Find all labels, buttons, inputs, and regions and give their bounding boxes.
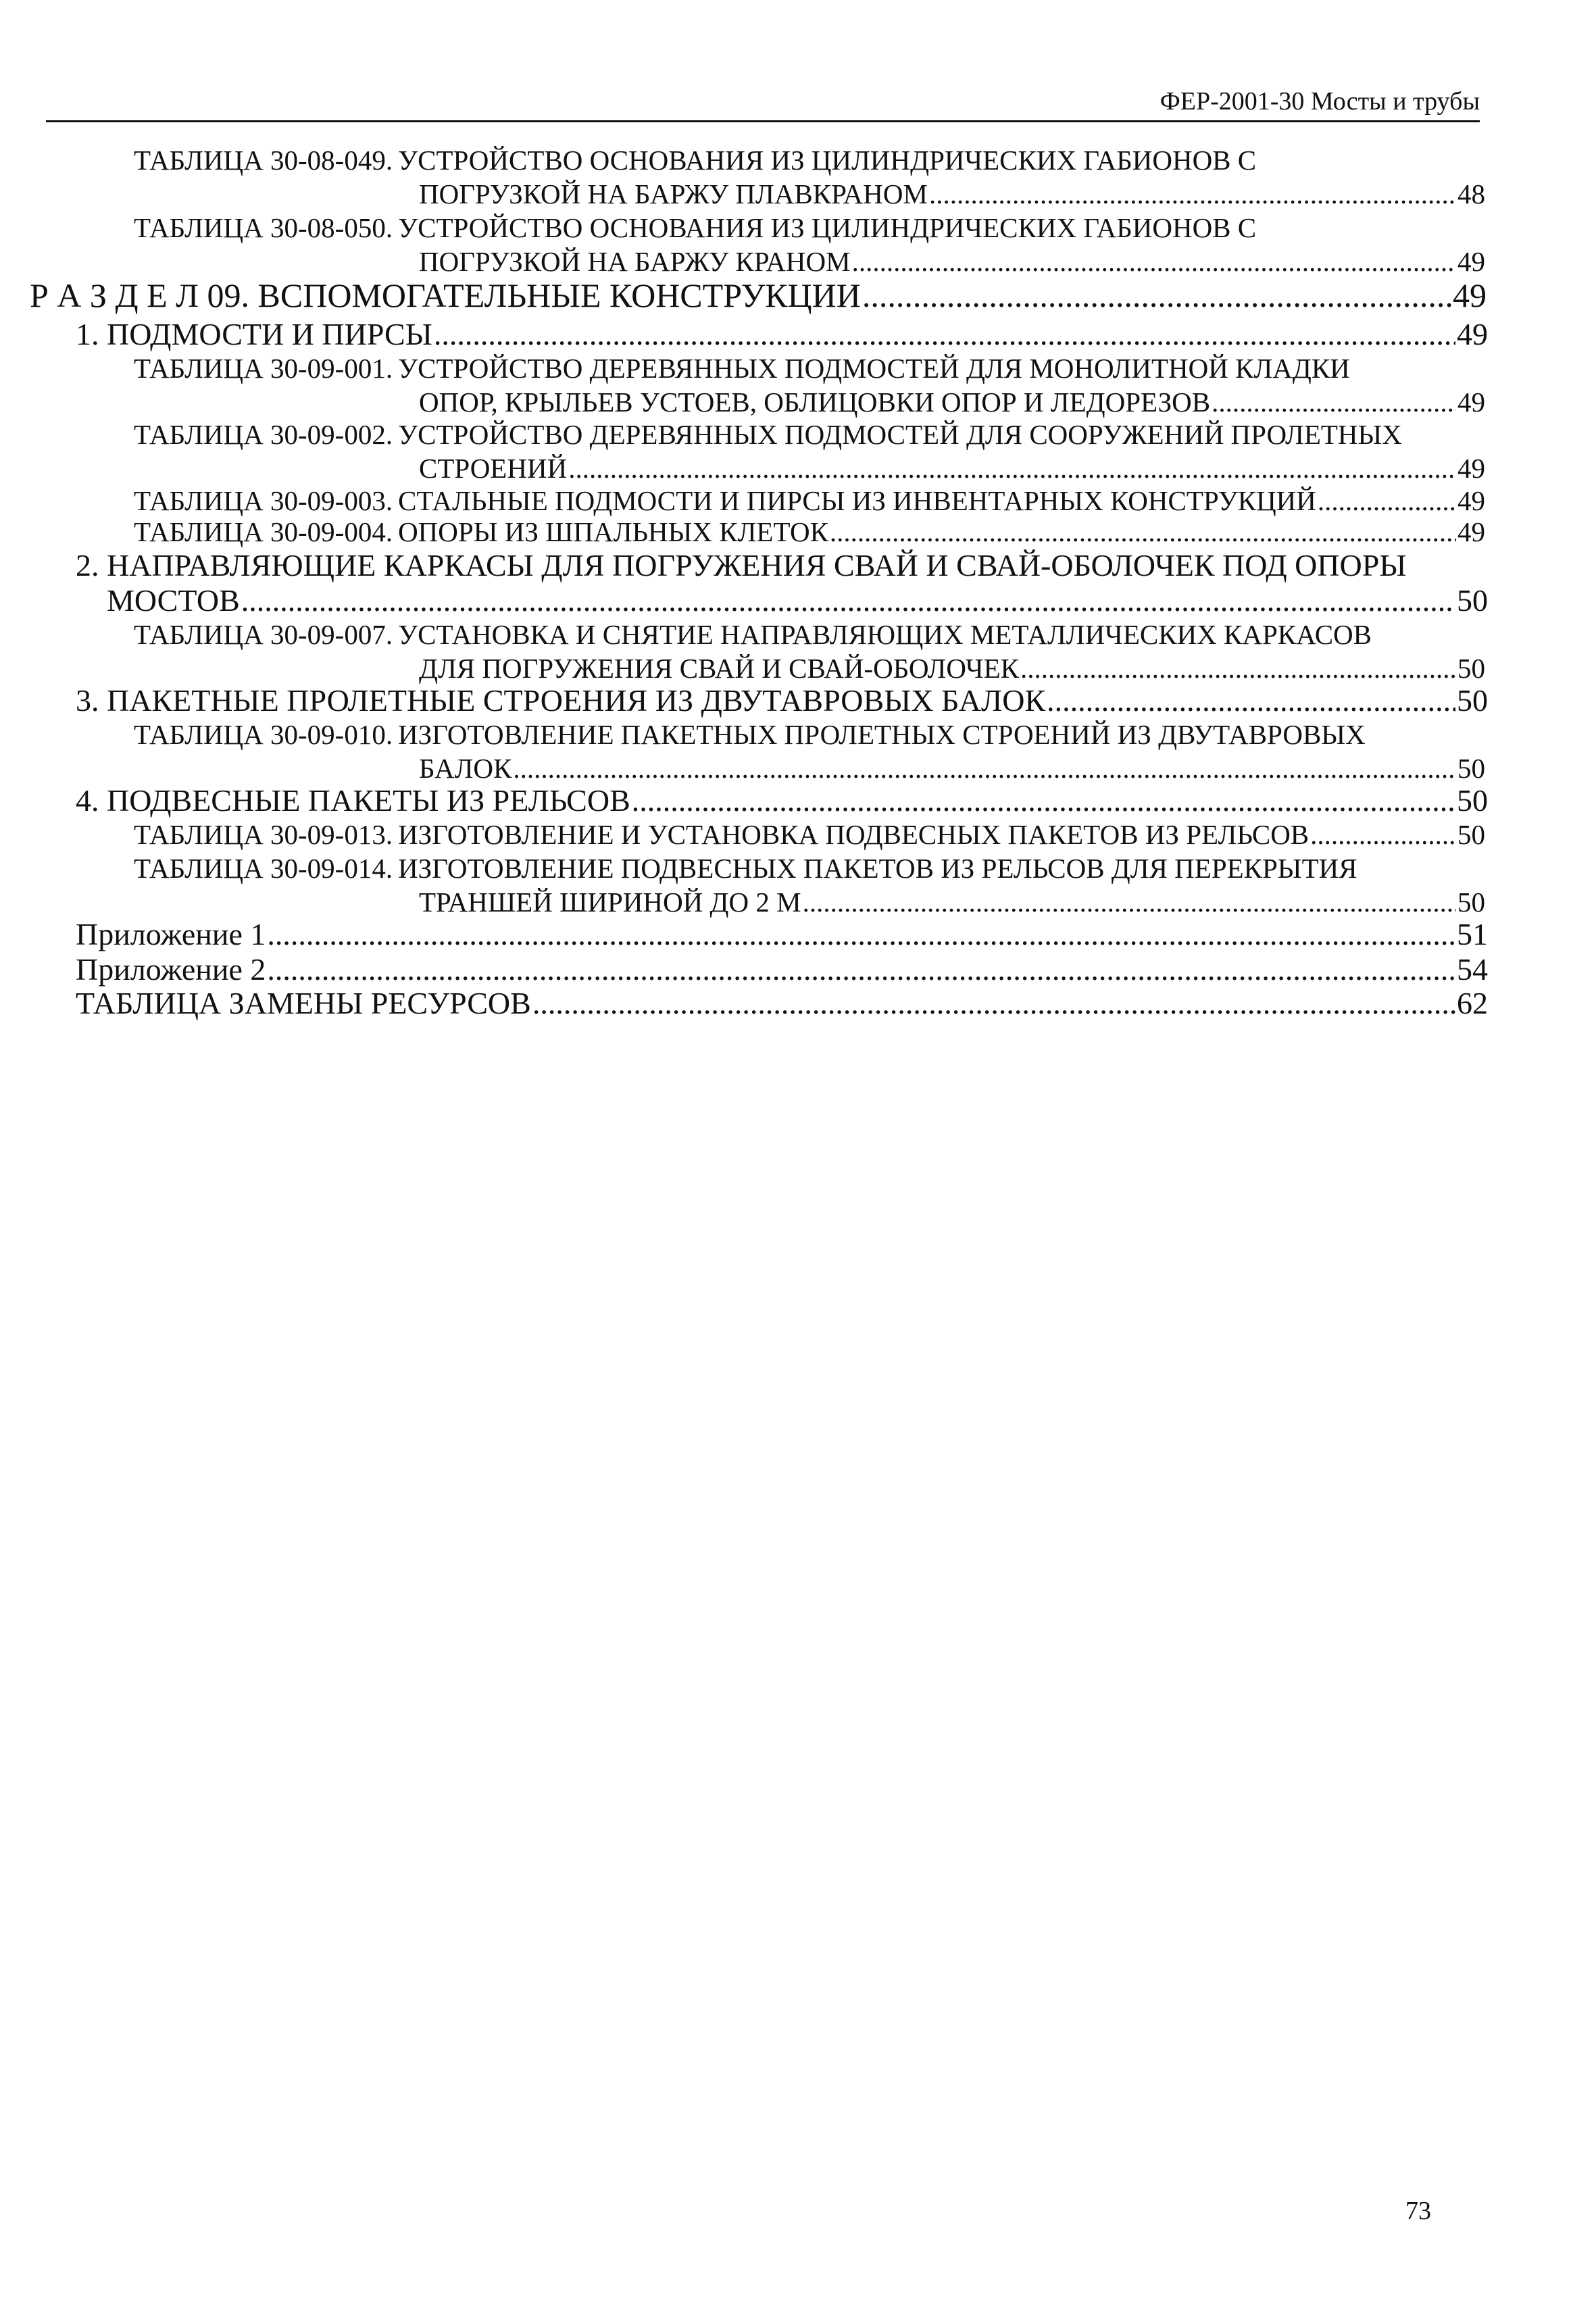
toc-entry-30-09-002-line1 [134,418,1478,451]
table-of-contents [0,0,1596,1027]
toc-entry-30-08-049-line1 [134,143,1478,177]
toc-entry-30-09-001-line1 [134,351,1478,385]
toc-entry-title: СТАЛЬНЫЕ ПОДМОСТИ И ПИРСЫ ИЗ ИНВЕНТАРНЫХ КОНСТРУКЦИЙ [398,485,1316,516]
leader-dots [632,782,1455,819]
toc-entry-title: ИЗГОТОВЛЕНИЕ ПОДВЕСНЫХ ПАКЕТОВ ИЗ РЕЛЬСОВ ДЛЯ ПЕРЕКРЫТИЯ [398,853,1357,884]
toc-entry-30-09-014-line1 [134,851,1478,885]
toc-page-number: 48 [1457,178,1485,209]
toc-page-number: 54 [1457,952,1488,987]
toc-page-number: 50 [1457,753,1485,784]
toc-entry-title: УСТРОЙСТВО ДЕРЕВЯННЫХ ПОДМОСТЕЙ ДЛЯ МОНОЛИТНОЙ КЛАДКИ [398,353,1350,384]
toc-entry-title: ИЗГОТОВЛЕНИЕ И УСТАНОВКА ПОДВЕСНЫХ ПАКЕТОВ ИЗ РЕЛЬСОВ [398,819,1310,850]
toc-page-number: 49 [1457,516,1485,547]
toc-entry-title: Приложение 1 [76,917,266,951]
toc-appendix-1[interactable] [76,916,1488,953]
toc-table-prefix: ТАБЛИЦА 30-09-013. [134,819,393,850]
leader-dots [513,751,1456,785]
toc-page-number: 49 [1457,246,1485,277]
toc-entry-title: ИЗГОТОВЛЕНИЕ ПАКЕТНЫХ ПРОЛЕТНЫХ СТРОЕНИЙ ИЗ ДВУТАВРОВЫХ [398,719,1366,750]
toc-appendix-2[interactable] [76,951,1488,988]
toc-page-number: 50 [1457,653,1485,684]
toc-table-prefix: ТАБЛИЦА 30-08-049. [134,145,393,176]
leader-dots [1047,682,1455,719]
toc-page-number: 50 [1457,819,1485,850]
toc-table-prefix: ТАБЛИЦА 30-09-002. [134,419,393,450]
toc-entry-title: ОПОР, КРЫЛЬЕВ УСТОЕВ, ОБЛИЦОВКИ ОПОР И ЛЕДОРЕЗОВ [419,387,1211,418]
toc-table-prefix: ТАБЛИЦА 30-09-014. [134,853,393,884]
leader-dots [1212,385,1456,419]
toc-entry-30-09-004[interactable] [134,515,1485,549]
leader-dots [929,177,1456,211]
leader-dots [1318,484,1456,518]
toc-entry-30-08-050-line2[interactable] [419,245,1485,278]
leader-dots [568,451,1456,485]
toc-entry-30-09-003[interactable] [134,484,1485,518]
toc-entry-title: 4. ПОДВЕСНЫЕ ПАКЕТЫ ИЗ РЕЛЬСОВ [76,783,630,818]
toc-table-prefix: ТАБЛИЦА 30-08-050. [134,212,393,243]
toc-entry-title: 1. ПОДМОСТИ И ПИРСЫ [76,317,432,351]
toc-page-number: 62 [1457,986,1488,1020]
leader-dots [830,515,1456,549]
toc-entry-title: 3. ПАКЕТНЫЕ ПРОЛЕТНЫЕ СТРОЕНИЯ ИЗ ДВУТАВРОВЫХ БАЛОК [76,683,1046,718]
toc-entry-title: ДЛЯ ПОГРУЖЕНИЯ СВАЙ И СВАЙ-ОБОЛОЧЕК [419,653,1019,684]
toc-entry-title: МОСТОВ [107,583,240,618]
toc-page-number: 50 [1457,683,1488,718]
toc-page-number: 49 [1457,387,1485,418]
toc-entry-title: ТАБЛИЦА ЗАМЕНЫ РЕСУРСОВ [76,986,531,1020]
toc-entry-title: Р А З Д Е Л 09. ВСПОМОГАТЕЛЬНЫЕ КОНСТРУКЦИИ [30,276,861,314]
toc-entry-title: 2. НАПРАВЛЯЮЩИЕ КАРКАСЫ ДЛЯ ПОГРУЖЕНИЯ СВАЙ И СВАЙ-ОБОЛОЧЕК ПОД ОПОРЫ [76,548,1407,582]
toc-entry-title: Приложение 2 [76,952,266,987]
toc-table-prefix: ТАБЛИЦА 30-09-004. [134,516,393,547]
toc-subsection-3[interactable] [76,682,1488,719]
toc-entry-30-09-007-line2[interactable] [419,651,1485,685]
leader-dots [1020,651,1456,685]
toc-entry-title: УСТРОЙСТВО ДЕРЕВЯННЫХ ПОДМОСТЕЙ ДЛЯ СООРУЖЕНИЙ ПРОЛЕТНЫХ [398,419,1402,450]
leader-dots [862,276,1451,315]
toc-entry-30-09-010-line2[interactable] [419,751,1485,785]
toc-page-number: 51 [1457,917,1488,951]
toc-entry-title: ОПОРЫ ИЗ ШПАЛЬНЫХ КЛЕТОК [398,516,828,547]
leader-dots [434,316,1455,353]
toc-table-prefix: ТАБЛИЦА 30-09-001. [134,353,393,384]
toc-page-number: 50 [1457,583,1488,618]
toc-entry-title: БАЛОК [419,753,512,784]
toc-entry-title: СТРОЕНИЙ [419,453,568,484]
toc-entry-30-08-049-line2[interactable] [419,177,1485,211]
toc-subsection-4[interactable] [76,782,1488,819]
toc-entry-title: УСТРОЙСТВО ОСНОВАНИЯ ИЗ ЦИЛИНДРИЧЕСКИХ ГАБИОНОВ С [398,212,1257,243]
toc-entry-30-09-010-line1 [134,718,1478,751]
toc-page-number: 49 [1453,276,1487,314]
leader-dots [1310,818,1456,851]
toc-entry-30-09-001-line2[interactable] [419,385,1485,419]
toc-section-razdel-09[interactable] [30,276,1487,315]
toc-page-number: 50 [1457,783,1488,818]
leader-dots [852,245,1456,278]
toc-entry-30-09-013[interactable] [134,818,1485,851]
toc-table-prefix: ТАБЛИЦА 30-09-003. [134,485,393,516]
page-number: 73 [1405,2197,1431,2225]
leader-dots [267,951,1455,988]
leader-dots [803,885,1456,919]
toc-page-number: 49 [1457,485,1485,516]
toc-table-prefix: ТАБЛИЦА 30-09-007. [134,619,393,650]
toc-entry-title: ТРАНШЕЙ ШИРИНОЙ ДО 2 М [419,887,801,918]
toc-subsection-2-line1 [76,547,1481,584]
running-header: ФЕР-2001-30 Мосты и трубы [1159,87,1480,116]
toc-entry-title: ПОГРУЗКОЙ НА БАРЖУ КРАНОМ [419,246,851,277]
toc-page-number: 49 [1457,317,1488,351]
toc-page-number: 49 [1457,453,1485,484]
toc-entry-30-09-014-line2[interactable] [419,885,1485,919]
toc-entry-title: УСТРОЙСТВО ОСНОВАНИЯ ИЗ ЦИЛИНДРИЧЕСКИХ ГАБИОНОВ С [398,145,1257,176]
toc-entry-title: УСТАНОВКА И СНЯТИЕ НАПРАВЛЯЮЩИХ МЕТАЛЛИЧЕСКИХ КАРКАСОВ [398,619,1372,650]
leader-dots [267,916,1455,953]
toc-entry-30-09-002-line2[interactable] [419,451,1485,485]
toc-entry-title: ПОГРУЗКОЙ НА БАРЖУ ПЛАВКРАНОМ [419,178,928,209]
toc-subsection-2-line2[interactable] [107,582,1488,619]
toc-table-prefix: ТАБЛИЦА 30-09-010. [134,719,393,750]
leader-dots [241,582,1455,619]
leader-dots [532,985,1455,1022]
toc-entry-30-09-007-line1 [134,618,1478,651]
toc-subsection-1[interactable] [76,316,1488,353]
toc-entry-30-08-050-line1 [134,211,1478,245]
toc-resource-replacement[interactable] [76,985,1488,1022]
toc-page-number: 50 [1457,887,1485,918]
